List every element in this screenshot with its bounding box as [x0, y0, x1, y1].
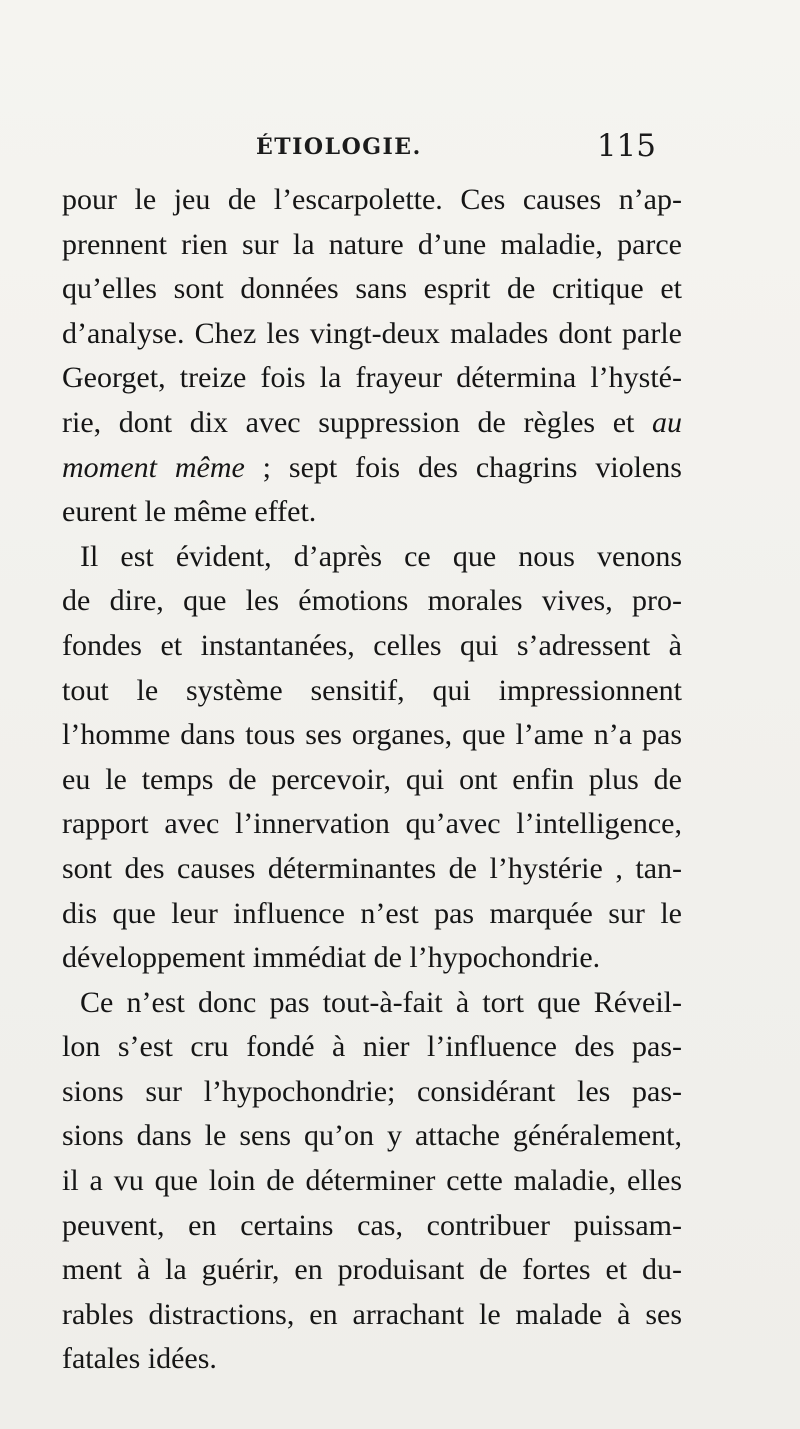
page-number: 115 — [596, 128, 656, 164]
line-text: ment à la guérir, en produisant de fortes et du- — [62, 1253, 682, 1287]
text-line — [62, 178, 682, 223]
line-text: prennent rien sur la nature d’une maladie, parce — [62, 227, 682, 261]
line-text: Georget, treize fois la frayeur détermina l’hysté- — [62, 361, 682, 395]
text-line — [62, 1337, 682, 1382]
line-text: Il est évident, d’après ce que nous venons — [80, 539, 682, 573]
text-line — [62, 356, 682, 401]
line-text: qu’elles sont données sans esprit de critique et — [62, 272, 682, 306]
line-text: fondes et instantanées, celles qui s’adressent à — [62, 628, 682, 662]
text-line — [62, 446, 682, 491]
running-title: ÉTIOLOGIE. — [256, 134, 422, 160]
text-line — [62, 802, 682, 847]
text-line — [62, 401, 682, 446]
text-line — [62, 267, 682, 312]
line-text: de dire, que les émotions morales vives, pro- — [62, 584, 682, 618]
italic-text: moment même — [62, 450, 245, 484]
text-line — [62, 535, 682, 580]
text-line — [62, 1204, 682, 1249]
line-text: sont des causes déterminantes de l’hystérie , tan- — [62, 851, 682, 885]
text-line — [62, 1025, 682, 1070]
line-text: il a vu que loin de déterminer cette maladie, elles — [62, 1164, 682, 1198]
line-text: lon s’est cru fondé à nier l’influence des pas- — [62, 1030, 682, 1064]
body-text — [62, 178, 682, 1382]
text-line — [62, 713, 682, 758]
line-text: fatales idées. — [62, 1342, 217, 1376]
line-text: sions sur l’hypochondrie; considérant les pas- — [62, 1074, 682, 1108]
text-line — [62, 579, 682, 624]
text-line — [62, 1248, 682, 1293]
text-line — [62, 312, 682, 357]
text-line — [62, 847, 682, 892]
line-text: ; sept fois des chagrins violens — [244, 450, 682, 484]
text-line — [62, 223, 682, 268]
text-line — [62, 1070, 682, 1115]
text-line — [62, 936, 682, 981]
line-text: développement immédiat de l’hypochondrie. — [62, 941, 601, 975]
line-text: rapport avec l’innervation qu’avec l’intelligence, — [62, 807, 682, 841]
line-text: peuvent, en certains cas, contribuer puissam- — [62, 1208, 682, 1242]
line-text: sions dans le sens qu’on y attache généralement, — [62, 1119, 682, 1153]
line-text: d’analyse. Chez les vingt-deux malades dont parle — [62, 316, 682, 350]
line-text: l’homme dans tous ses organes, que l’ame n’a pas — [62, 718, 682, 752]
italic-text: au — [652, 405, 682, 439]
text-line — [62, 981, 682, 1026]
text-line — [62, 758, 682, 803]
line-text: eurent le même effet. — [62, 495, 317, 529]
line-text: pour le jeu de l’escarpolette. Ces causes n’ap- — [62, 183, 682, 216]
line-text: tout le système sensitif, qui impressionnent — [62, 673, 682, 707]
line-text: rables distractions, en arrachant le malade à ses — [62, 1297, 682, 1331]
line-text: dis que leur influence n’est pas marquée sur le — [62, 896, 682, 930]
text-line — [62, 1114, 682, 1159]
text-line — [62, 1293, 682, 1338]
text-line — [62, 1159, 682, 1204]
text-line — [62, 892, 682, 937]
line-text: eu le temps de percevoir, qui ont enfin plus de — [62, 762, 682, 796]
running-head — [256, 128, 656, 162]
text-line — [62, 669, 682, 714]
text-line — [62, 624, 682, 669]
text-line — [62, 490, 682, 535]
line-text: Ce n’est donc pas tout-à-fait à tort que Réveil- — [80, 985, 682, 1019]
line-text: rie, dont dix avec suppression de règles et — [62, 405, 652, 439]
